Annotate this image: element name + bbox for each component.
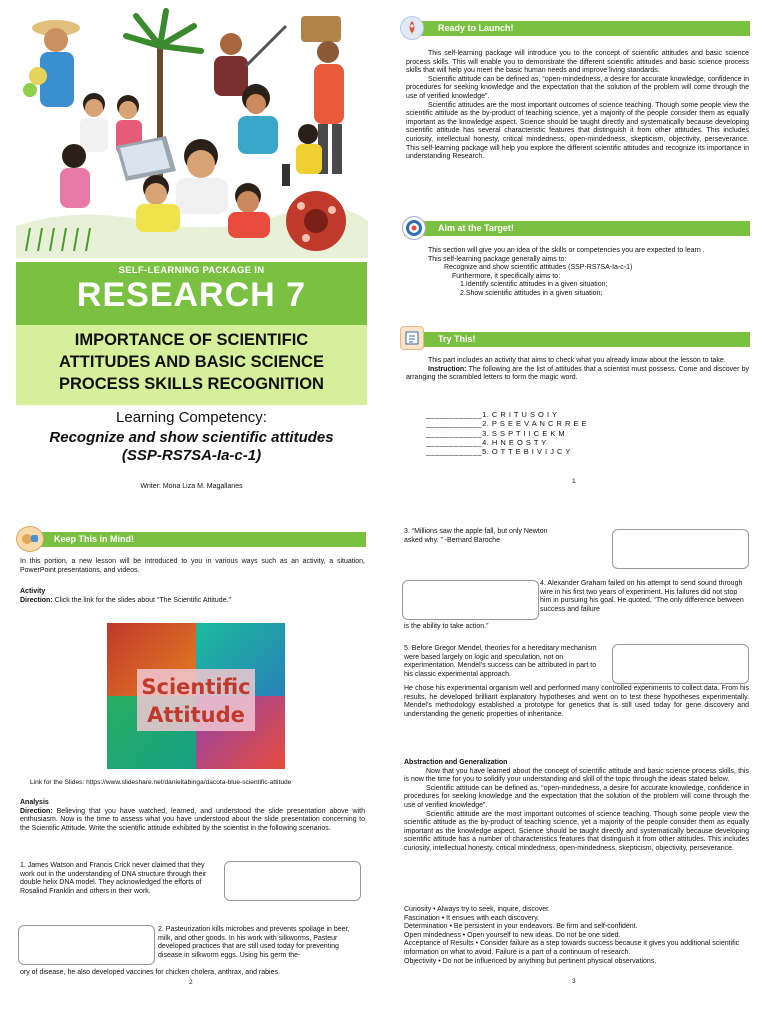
answer-blank[interactable]: ____________ — [426, 428, 483, 438]
page-2 — [0, 512, 384, 1024]
page-number: 2 — [189, 979, 193, 986]
competency-label: Learning Competency: — [116, 409, 267, 426]
subject-band — [16, 262, 367, 325]
ready-paragraph: This self-learning package will introduce you to the concept of scientific attitudes and basic science process skills. This will enable you to demonstrate the different scientific attitudes and basic science process skills that will help you meet the basic human needs and improve living standards. — [406, 50, 749, 75]
ready-paragraph: Scientific attitudes are the most important outcomes of science teaching. Though some people view the scientific attitude as the by-product of teaching science, yet a majority of the people consider them as equally important as the knowledge aspect. Science should be taught directly and systematically because developing scientific attitude has several characteristic features that distinguish it from other attitudes. This includes curiosity, intellectual honesty, critical mindedness, open-mindedness, skepticism, objectivity, perseverance. This self-learning package will help you explore the different scientific attitudes and recognize its importance in understanding Research. — [406, 101, 749, 161]
keep-intro: In this portion, a new lesson will be introduced to you in various ways such as an activity, a situation, PowerPoint presentations, and videos. — [20, 558, 365, 574]
scrambled-word: 4. H N E O S T Y — [482, 437, 547, 447]
scrambled-item[interactable] — [426, 410, 587, 419]
try-intro: This part includes an activity that aims to check what you already know about the lesson to take. — [428, 357, 726, 364]
module-title-line: IMPORTANCE OF SCIENTIFIC — [74, 331, 309, 349]
analysis-heading: Analysis — [20, 799, 49, 806]
keep-header-text: Keep This in Mind! — [54, 534, 134, 544]
answer-blank[interactable]: ____________ — [426, 437, 483, 447]
aim-item: 1.Identify scientific attitudes in a given situation; — [460, 281, 608, 289]
slides-link[interactable]: Link for the Slides: https://www.slideshare.net/danieltabinga/dacota-blue-scientific-attitude — [30, 779, 292, 786]
ready-header — [404, 21, 750, 36]
answer-box-4[interactable] — [402, 580, 539, 620]
analysis-item-3: 3. “Millions saw the apple fall, but only Newton asked why. ” -Bernard Baroche — [404, 528, 548, 544]
abstraction-section — [404, 759, 749, 854]
attitude-item: Objectivity • Do not be influenced by anything but pertinent physical observations. — [404, 957, 657, 965]
cover-illustration — [16, 6, 368, 258]
scrambled-item[interactable] — [426, 429, 587, 438]
slide-title-line: Scientific — [141, 675, 251, 699]
answer-box-5[interactable] — [612, 644, 749, 684]
competency-line: Recognize and show scientific attitudes — [49, 429, 334, 446]
try-header-text: Try This! — [438, 334, 476, 344]
answer-blank[interactable]: ____________ — [426, 447, 483, 457]
attitude-item: Open mindedness • Open yourself to new ideas. Do not be one sided. — [404, 931, 621, 939]
ready-paragraph: Scientific attitude can be defined as, “open-mindedness, a desire for accurate knowledge, confidence in procedures for seeking knowledge and the expectation that the solution of the problem will come through the use of verified knowledge”. — [406, 75, 749, 100]
ready-header-text: Ready to Launch! — [438, 23, 514, 33]
answer-blank[interactable]: ____________ — [426, 410, 483, 419]
try-header — [404, 332, 750, 347]
slide-title-line: Attitude — [147, 703, 245, 727]
page-number: 1 — [572, 478, 576, 485]
analysis-item-4: 4. Alexander Graham failed on his attempt to send sound through wire in his first two years of experiment. His failures did not stop him in pursuing his goal. He quoted, “The only difference between success and failure — [540, 580, 744, 613]
analysis-item-4-cont: is the ability to take action.” — [404, 623, 489, 630]
thinking-head-icon — [16, 526, 44, 552]
analysis-item-2-cont: ory of disease, he also developed vaccines for chicken cholera, anthrax, and rabies. — [20, 969, 280, 976]
scrambled-item[interactable] — [426, 447, 587, 456]
writer-credit: Writer: Mona Liza M. Magallanes — [140, 483, 243, 490]
answer-box-3[interactable] — [612, 529, 749, 569]
cover-page — [0, 0, 384, 512]
direction-text: Believing that you have watched, learned, and understood the slide presentation above with enthusiasm. Now is the time to assess what you have understood about the slide presentation concerning to the Scientific Attitude. Write the scientific attitude exhibited by the scientist in the following scenarios. — [20, 807, 365, 832]
try-instruction — [406, 366, 749, 383]
scrambled-word: 1. C R I T U S O I Y — [482, 410, 558, 419]
aim-label: This self-learning package generally aims to: — [428, 255, 567, 263]
ready-text — [406, 50, 749, 162]
competency-line: (SSP-RS7SA-Ia-c-1) — [121, 447, 262, 464]
page-1 — [384, 0, 768, 512]
slide-thumbnail[interactable] — [107, 623, 285, 769]
try-text — [406, 357, 749, 383]
competency-text — [16, 429, 367, 465]
package-label: SELF-LEARNING PACKAGE IN — [118, 265, 265, 276]
aim-item: 2.Show scientific attitudes in a given situation; — [460, 289, 603, 297]
attitude-item: Curiosity • Always try to seek, inquire, discover. — [404, 906, 551, 913]
answer-blank[interactable]: ____________ — [426, 419, 483, 429]
analysis-item-2: 2. Pasteurization kills microbes and prevents spoilage in beer, milk, and other goods. In his work with silkworms, Pasteur developed practices that are still used today for preventing disease in silkworm eggs. Using his germ the- — [158, 926, 350, 959]
abstraction-paragraph: Now that you have learned about the concept of scientific attitude and basic science process skills, this is now the time for you to solidify your understanding and skill of the topic through the ideas stated below. — [404, 767, 749, 784]
aim-competency: Recognize and show scientific attitudes (SSP-RS7SA-Ia-c-1) — [444, 264, 633, 272]
scrambled-list — [426, 410, 587, 456]
keep-header — [20, 532, 366, 547]
flower-shape — [286, 191, 346, 251]
direction-text: Click the link for the slides about “The Scientific Attitude.” — [52, 596, 231, 604]
attitude-item: Determination • Be persistent in your endeavors. Be firm and self-confident. — [404, 923, 638, 931]
analysis-item-1: 1. James Watson and Francis Crick never claimed that they work out in the understanding of DNA structure through their double helix DNA model. They acknowledged the efforts of Rosalind Franklin and others in their work. — [20, 862, 207, 895]
abstraction-paragraph: Scientific attitude are the most important outcomes of science teaching. Though some people view the scientific attitude as the by-product of teaching science, yet a majority of the people consider them as equally important as the knowledge aspect. Science should be taught directly and systematically because developing scientific attitude has a number of characteristics features that distinguish it from other attitudes. This includes curiosity, intellectual honesty, critical mindedness, open-mindedness, skepticism, objectivity, perseverance. — [404, 810, 749, 852]
aim-intro: This section will give you an idea of the skills or competencies you are expected to learn . — [428, 247, 705, 254]
direction-label: Direction: — [20, 807, 53, 815]
attitude-list — [404, 906, 749, 966]
attitude-item: Acceptance of Results • Consider failure as a step towards success because it gives you additional scientific information on what to avoid. Failure is a part of a continuum of research. — [404, 940, 740, 956]
direction-label: Direction: — [20, 596, 53, 604]
scrambled-word: 5. O T T E B I V I J C Y — [482, 447, 571, 457]
instruction-text: The following are the list of attitudes that a scientist must possess. Come and discover by arranging the scrambled letters to form the magic word. — [406, 365, 749, 382]
activity-heading: Activity — [20, 588, 46, 595]
page-3 — [384, 512, 768, 1024]
instruction-label: Instruction: — [428, 365, 467, 373]
scrambled-item[interactable] — [426, 438, 587, 447]
checklist-icon — [400, 326, 424, 350]
activity-section — [20, 588, 365, 605]
analysis-section — [20, 799, 365, 833]
module-title-line: PROCESS SKILLS RECOGNITION — [59, 375, 324, 393]
abstraction-heading: Abstraction and Generalization — [404, 759, 508, 766]
abstraction-paragraph: Scientific attitude can be defined as, “open-mindedness, a desire for accurate knowledge, confidence in procedures for seeking knowledge and the expectation that the solution of the problem will come through the use of verified knowledge”. — [404, 784, 749, 809]
aim-text — [406, 247, 749, 299]
aim-furthermore: Furthermore, it specifically aims to: — [452, 272, 561, 280]
answer-box-1[interactable] — [224, 861, 361, 901]
analysis-direction — [20, 808, 365, 834]
scrambled-item[interactable] — [426, 419, 587, 428]
analysis-item-5: 5. Before Gregor Mendel, theories for a hereditary mechanism were based largely on logic and speculation, not on experimentation. Mendel’s success can be attributed in part to his classic experimental approach. — [404, 645, 597, 678]
answer-box-2[interactable] — [18, 925, 155, 965]
aim-header — [404, 221, 750, 236]
page-number: 3 — [572, 978, 576, 985]
analysis-item-5-cont: He chose his experimental organism well and performed many controlled experiments to collect data. From his results, he developed brilliant explanatory hypotheses and went on to test these hypotheses experimentally. Mendel’s methodology established a prototype for genetics that is still used today for gene discovery and understanding the genetic properties of inheritance. — [404, 685, 749, 718]
module-title-line: ATTITUDES AND BASIC SCIENCE — [59, 353, 324, 371]
module-title — [16, 325, 367, 405]
target-icon — [402, 216, 426, 240]
aim-header-text: Aim at the Target! — [438, 223, 514, 233]
scrambled-word: 2. P S E E V A N C R R E E — [482, 419, 588, 429]
scrambled-word: 3. S S P T I I C E K M — [482, 428, 566, 438]
activity-direction — [20, 597, 365, 606]
attitude-item: Fascination • It ensues with each discovery. — [404, 914, 539, 922]
subject-title: RESEARCH 7 — [76, 276, 307, 314]
rocket-icon — [400, 16, 424, 40]
